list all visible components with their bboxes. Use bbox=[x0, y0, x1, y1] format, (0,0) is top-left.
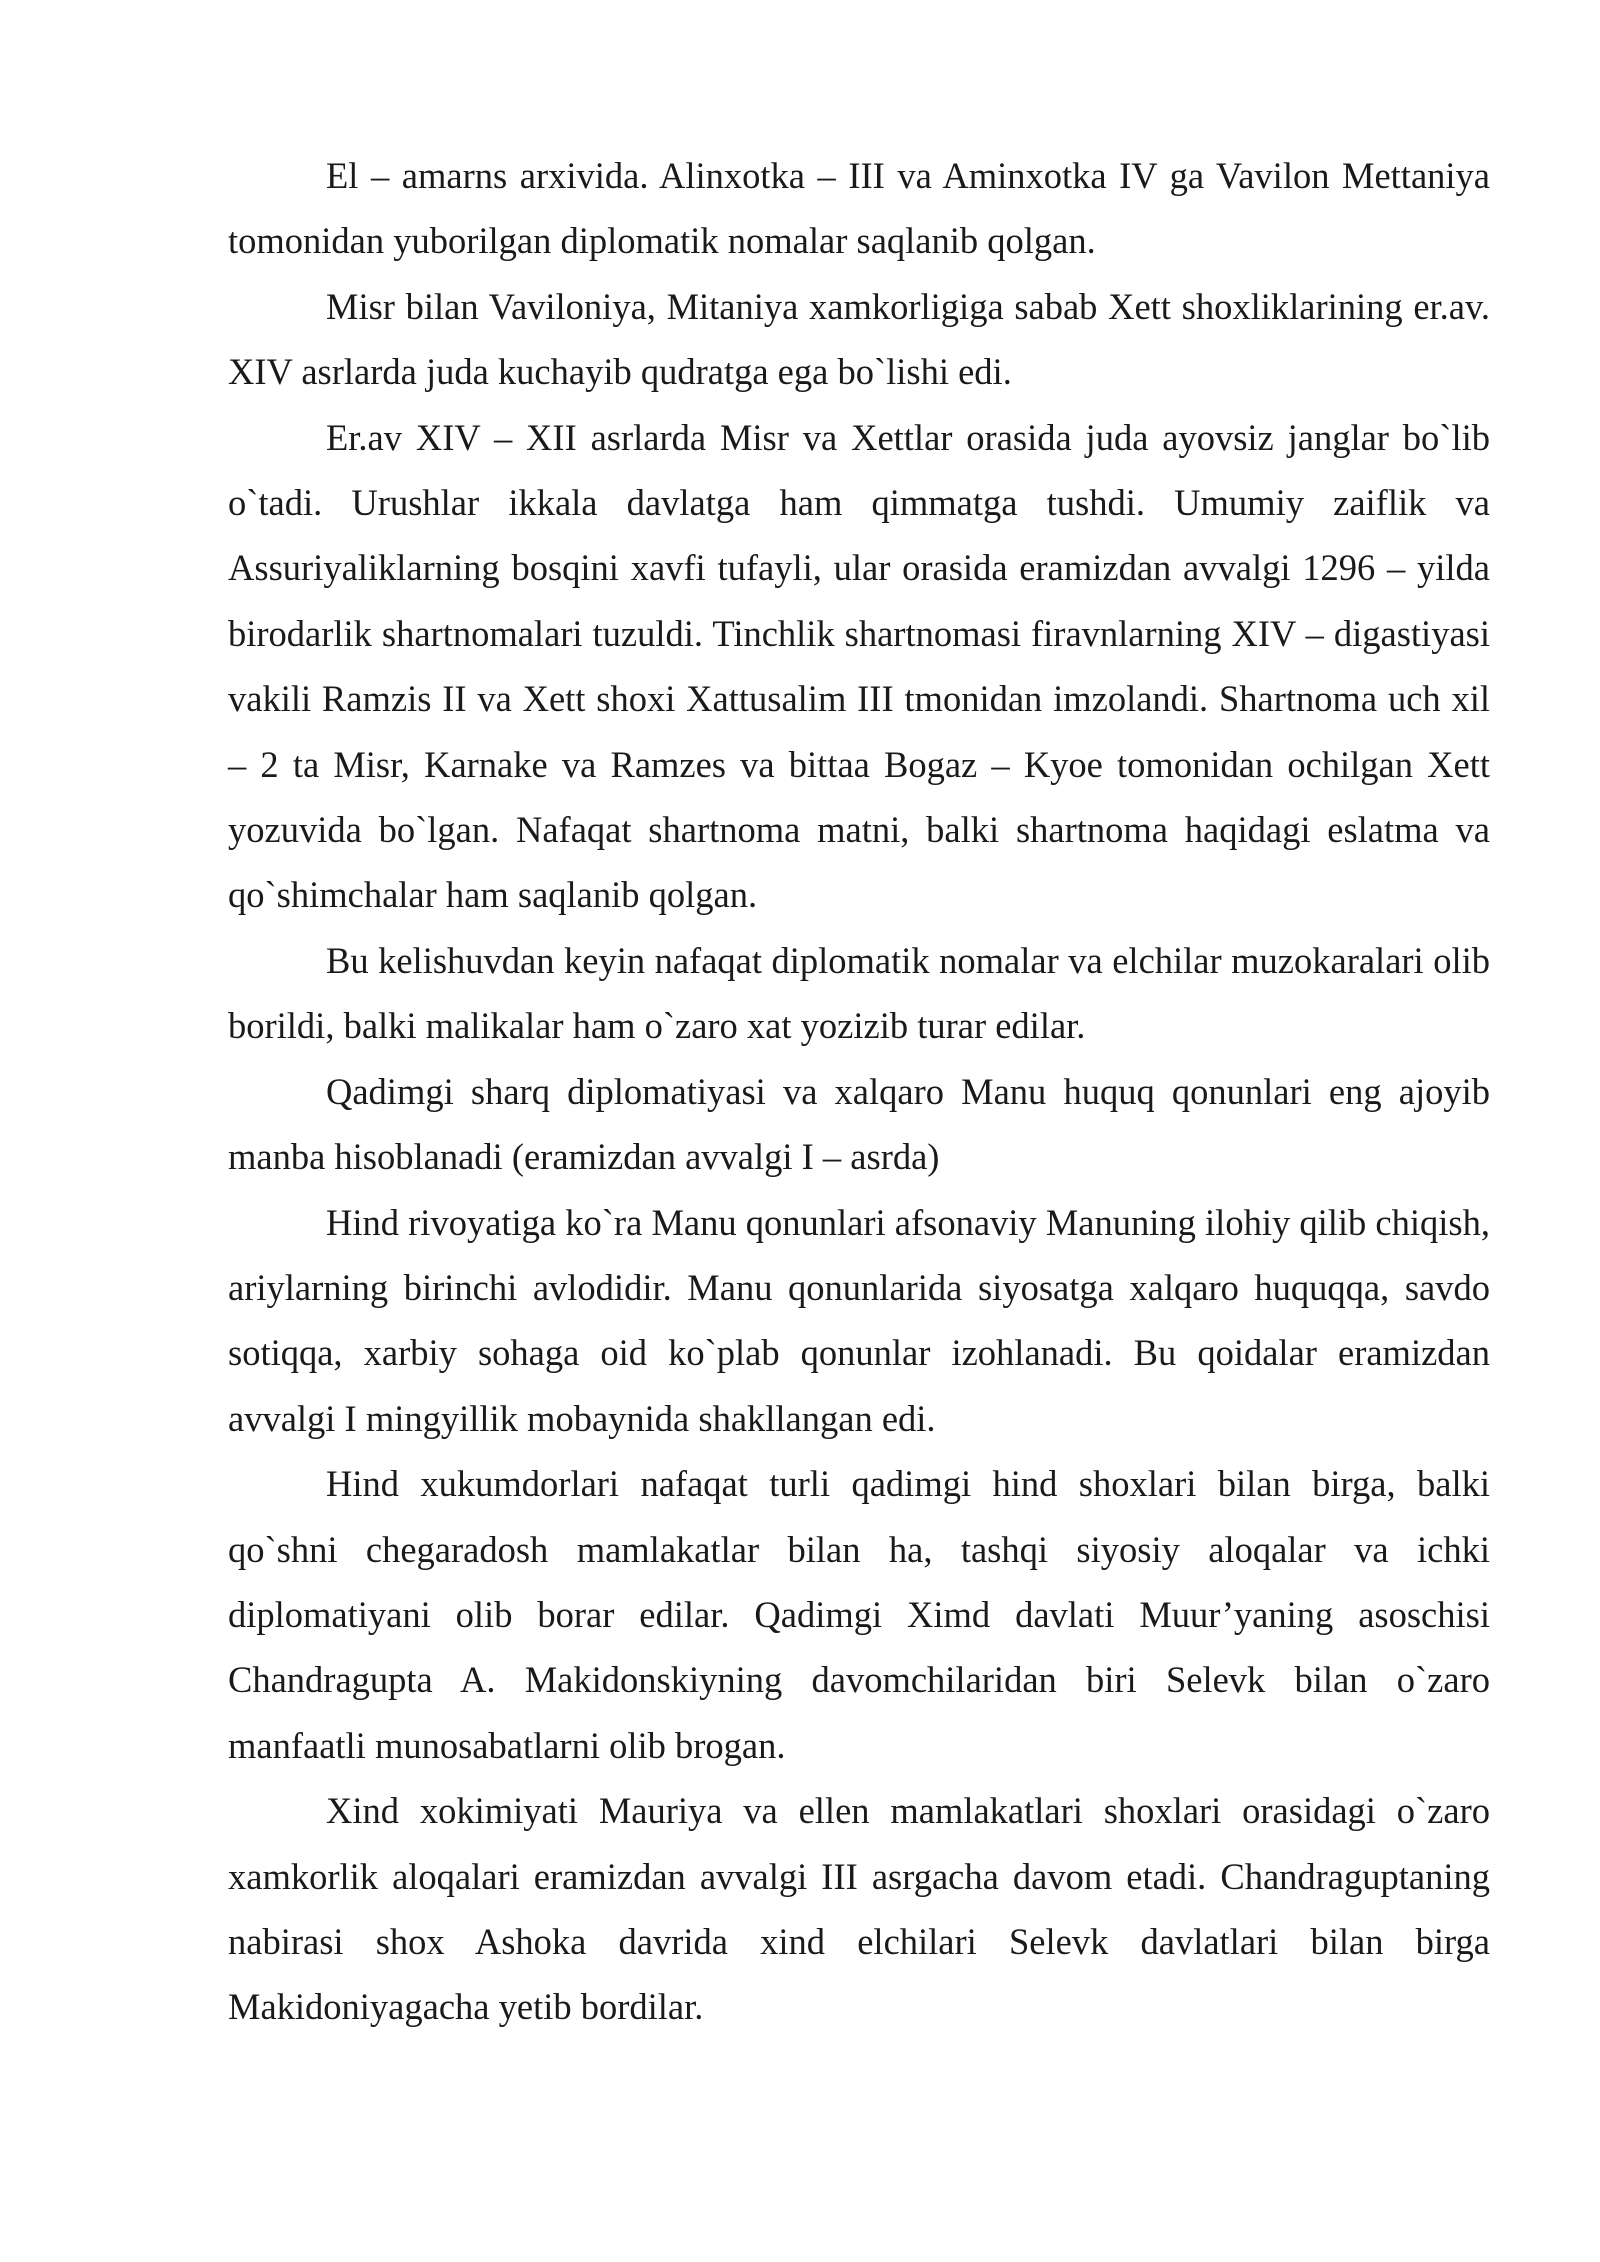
paragraph-8: Xind xokimiyati Mauriya va ellen mamlakatlari shoxlari orasidagi o`zaro xamkorlik aloqalari eramizdan avvalgi III asrgacha davom etadi. Chandraguptaning nabirasi shox Ashoka davrida xind elchilari Selevk davlatlari bilan birga Makidoniyagacha yetib bordilar. bbox=[228, 1790, 1490, 2028]
paragraph-4: Bu kelishuvdan keyin nafaqat diplomatik nomalar va elchilar muzokaralari olib borildi, balki malikalar ham o`zaro xat yozizib turar edilar. bbox=[228, 939, 1490, 1047]
paragraph-7: Hind xukumdorlari nafaqat turli qadimgi hind shoxlari bilan birga, balki qo`shni chegaradosh mamlakatlar bilan ha, tashqi siyosiy aloqalar va ichki diplomatiyani olib borar edilar. Qadimgi Ximd davlati Muur’yaning asoschisi Chandragupta A. Makidonskiyning davomchilaridan biri Selevk bilan o`zaro manfaatli munosabatlarni olib brogan. bbox=[228, 1463, 1490, 1766]
paragraph-2: Misr bilan Vaviloniya, Mitaniya xamkorligiga sabab Xett shoxliklarining er.av. XIV asrlarda juda kuchayib qudratga ega bo`lishi edi. bbox=[228, 285, 1490, 393]
paragraph-5: Qadimgi sharq diplomatiyasi va xalqaro Manu huquq qonunlari eng ajoyib manba hisoblanadi (eramizdan avvalgi I – asrda) bbox=[228, 1070, 1490, 1178]
paragraph-6: Hind rivoyatiga ko`ra Manu qonunlari afsonaviy Manuning ilohiy qilib chiqish, ariylarning birinchi avlodidir. Manu qonunlarida siyosatga xalqaro huquqqa, savdo sotiqqa, xarbiy sohaga oid ko`plab qonunlar izohlanadi. Bu qoidalar eramizdan avvalgi I mingyillik mobaynida shakllangan edi. bbox=[228, 1201, 1490, 1439]
paragraph-1: El – amarns arxivida. Alinxotka – III va Aminxotka IV ga Vavilon Mettaniya tomonidan yuborilgan diplomatik nomalar saqlanib qolgan. bbox=[228, 155, 1490, 262]
paragraph-3: Er.av XIV – XII asrlarda Misr va Xettlar orasida juda ayovsiz janglar bo`lib o`tadi. Urushlar ikkala davlatga ham qimmatga tushdi. Umumiy zaiflik va Assuriyaliklarning bosqini xavfi tufayli, ular orasida eramizdan avvalgi 1296 – yilda birodarlik shartnomalari tuzuldi. Tinchlik shartnomasi firavnlarning XIV – digastiyasi vakili Ramzis II va Xett shoxi Xattusalim III tmonidan imzolandi. Shartnoma uch xil – 2 ta Misr, Karnake va Ramzes va bittaa Bogaz – Kyoe tomonidan ochilgan Xett yozuvida bo`lgan. Nafaqat shartnoma matni, balki shartnoma haqidagi eslatma va qo`shimchalar ham saqlanib qolgan. bbox=[228, 416, 1490, 916]
document-page bbox=[228, 143, 1490, 2040]
